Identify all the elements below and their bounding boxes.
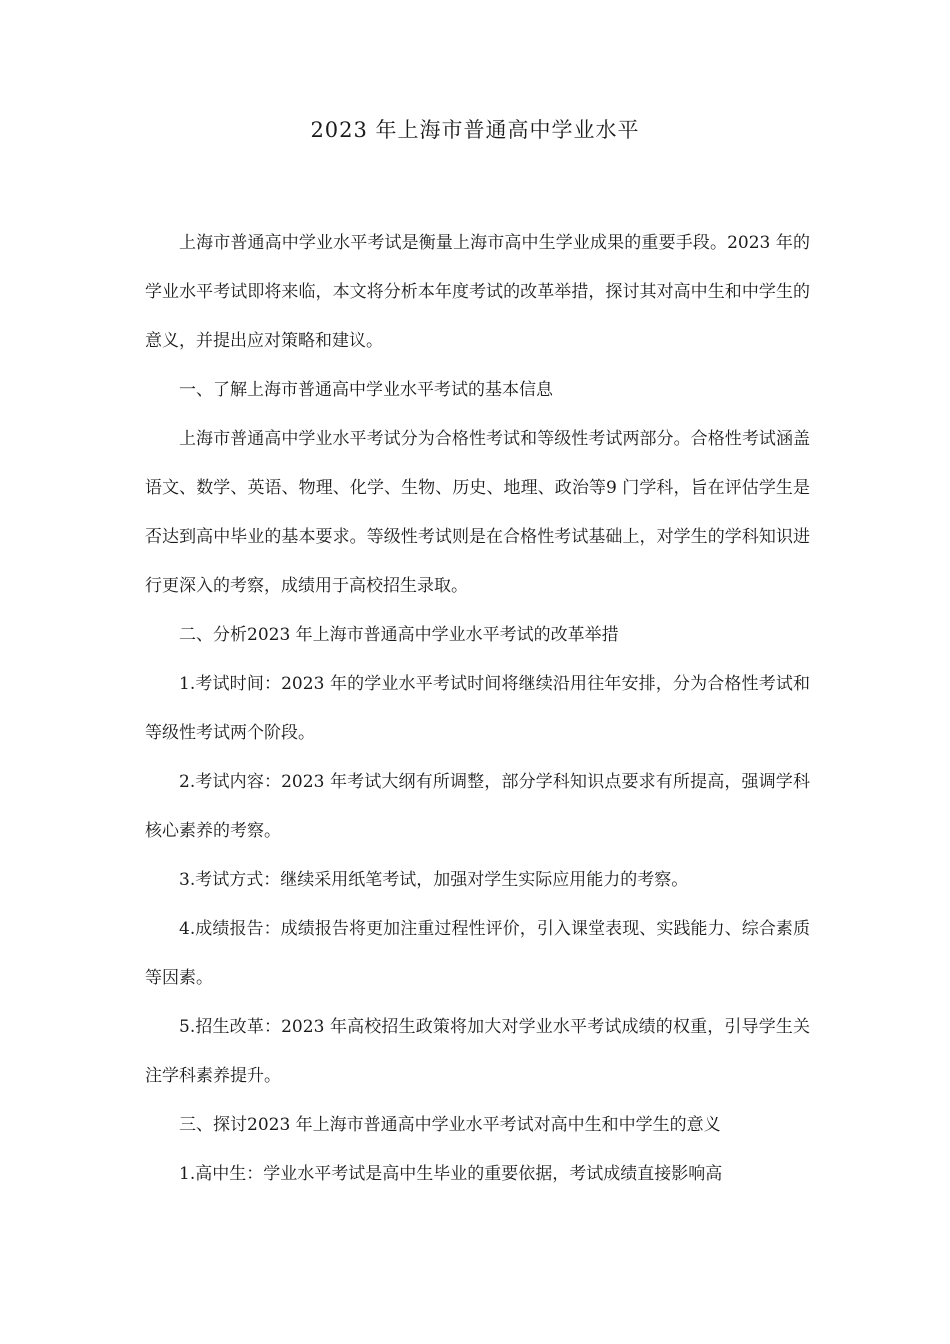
section-heading-3: 三、探讨2023 年上海市普通高中学业水平考试对高中生和中学生的意义	[179, 1115, 721, 1135]
list-item-score-report: 4.成绩报告：成绩报告将更加注重过程性评价，引入课堂表现、实践能力、综合素质等因素。	[145, 919, 810, 988]
paragraph-basic-info: 上海市普通高中学业水平考试分为合格性考试和等级性考试两部分。合格性考试涵盖语文、数学、英语、物理、化学、生物、历史、地理、政治等9 门学科，旨在评估学生是否达到高中毕业的基本要求。等级性考试则是在合格性考试基础上，对学生的学科知识进行更深入的考察，成绩用于高校招生录取。	[145, 429, 810, 596]
list-item-admission-reform: 5.招生改革：2023 年高校招生政策将加大对学业水平考试成绩的权重，引导学生关注学科素养提升。	[145, 1017, 810, 1086]
document-title: 2023 年上海市普通高中学业水平	[310, 118, 640, 142]
list-item-exam-time: 1.考试时间：2023 年的学业水平考试时间将继续沿用往年安排，分为合格性考试和等级性考试两个阶段。	[145, 674, 810, 743]
list-item-high-school-students: 1.高中生：学业水平考试是高中生毕业的重要依据，考试成绩直接影响高	[179, 1164, 723, 1184]
document-body	[145, 219, 810, 1199]
section-heading-1: 一、了解上海市普通高中学业水平考试的基本信息	[179, 380, 553, 400]
list-item-exam-method: 3.考试方式：继续采用纸笔考试，加强对学生实际应用能力的考察。	[179, 870, 689, 890]
paragraph-intro: 上海市普通高中学业水平考试是衡量上海市高中生学业成果的重要手段。2023 年的学业水平考试即将来临，本文将分析本年度考试的改革举措，探讨其对高中生和中学生的意义，并提出应对策略和建议。	[145, 233, 810, 351]
section-heading-2: 二、分析2023 年上海市普通高中学业水平考试的改革举措	[179, 625, 619, 645]
list-item-exam-content: 2.考试内容：2023 年考试大纲有所调整，部分学科知识点要求有所提高，强调学科核心素养的考察。	[145, 772, 810, 841]
